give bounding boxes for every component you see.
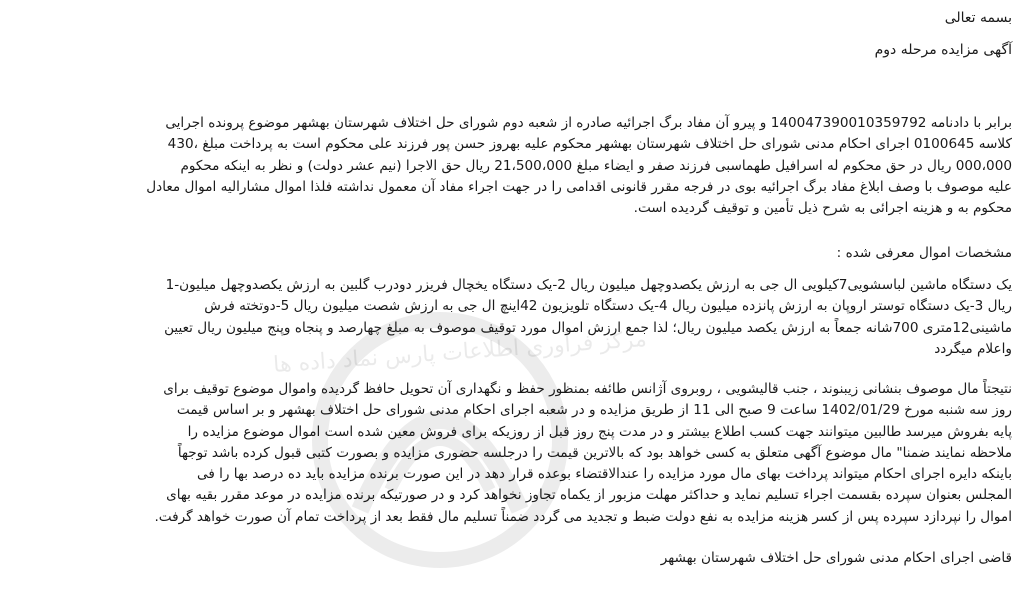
details-paragraph [10,379,1012,528]
intro-paragraph [10,113,1012,217]
specs-label: مشخصات اموال معرفی شده : [836,245,1012,261]
judge-signature: قاضی اجرای احکام مدنی شورای حل اختلاف شهرستان بهشهر [660,550,1012,566]
details-line: ملاحظه نمایند ضمنا" مال موضوع آگهی متعلق به کسی خواهد بود که بالاترین قیمت را درجلسه حضوری مزایده و بصورت کتبی قبول کرده باشد توجهاً [177,444,1012,461]
specs-line: ریال 3-یک دستگاه توستر اروپان به ارزش پانزده میلیون ریال 4-یک دستگاه تلویزیون 42اینچ ال جی به ارزش شصت میلیون ریال 5-دوتخته فرش [204,298,1012,315]
intro-line: محکوم به و هزینه اجرائی به شرح ذیل تأمین و توقیف گردیده است. [633,200,1012,217]
specs-line: ماشینی12متری 700شانه جمعاً به ارزش یکصد میلیون ریال؛ لذا جمع ارزش اموال مورد توقیف موصوف به مبلغ چهارصد و پنجاه وپنج میلیون ریال تعیین [164,319,1012,336]
intro-line: 000،000 ریال در حق محکوم له اسرافیل طهماسبی فرزند صفر و ایضاء مبلغ 21،500،000 ریال حق الاجرا (نیم عشر دولت) و نظر به اینکه محکوم [180,157,1012,174]
details-line: نتیجتاً مال موصوف بنشانی زیبنوند ، جنب قالیشویی ، روبروی آژانس طائفه بمنظور حفظ و نگهداری آن تحویل حافظ گردیده واموال موضوع توقیف برای [163,381,1012,397]
specs-paragraph [10,275,1012,360]
details-line: باینکه دایره اجرای احکام میتواند پرداخت بهای مال مورد مزایده را عندالاقتضاء بوعده قرار دهد در این صورت برنده مزایده باید ده درصد بها را فی [196,466,1012,483]
intro-line: کلاسه 0100645 اجرای احکام مدنی شورای حل اختلاف شهرستان بهشهر محکوم علیه بهروز حسن پور فرزند علی محکوم است به پرداخت مبلغ ،430 [167,136,1012,153]
details-line: پایه بفروش میرسد طالبین میتوانند جهت کسب اطلاع بیشتر و در مدت پنج روز قبل از روزیکه برای فروش معین شده است اموال موضوع مزایده را [187,423,1012,440]
notice-title: آگهی مزایده مرحله دوم [874,42,1012,58]
intro-line: برابر با دادنامه 140047390010359792 و پیرو آن مفاد برگ اجرائیه صادره از شعبه دوم شورای حل اختلاف شهرستان بهشهر موضوع پرونده اجرایی [165,115,1012,131]
specs-line: یک دستگاه ماشین لباسشویی7کیلویی ال جی به ارزش یکصدوچهل میلیون ریال 2-یک دستگاه یخچال فریزر دودرب گلبین به ارزش یکصدوچهل میلیون-1 [165,277,1012,293]
details-line: روز سه شنبه مورخ 1402/01/29 ساعت 9 صبح الی 11 از طریق مزایده و در شعبه اجرای احکام مدنی شورای حل اختلاف بهشهر و بر اساس قیمت [176,402,1012,419]
details-line: المجلس بعنوان سپرده بقسمت اجراء تسلیم نماید و حداکثر مهلت مزبور از یکماه تجاوز نخواهد کرد و در صورتیکه برنده مزایده در موعد مقرر بقیه بهای [166,487,1012,504]
intro-line: علیه موصوف با وصف ابلاغ مفاد برگ اجرائیه بوی در فرجه مقرر قانونی اقدامی را در جهت اجراء مفاد آن معمول نداشته فلذا اموال مشارالیه اموال معادل [146,178,1012,195]
specs-line: واعلام میگردد [934,340,1012,357]
watermark-text: مرکز فرآوری اطلاعات پارس نماد داده ها [272,326,648,379]
invocation-heading: بسمه تعالی [944,10,1012,26]
details-line: اموال را نپردازد سپرده پس از کسر هزینه مزایده به نفع دولت ضبط و تجدید می گردد ضمناً تسلیم مال فقط بعد از پرداخت تمام آن صورت خواهد گرفت. [154,508,1012,525]
